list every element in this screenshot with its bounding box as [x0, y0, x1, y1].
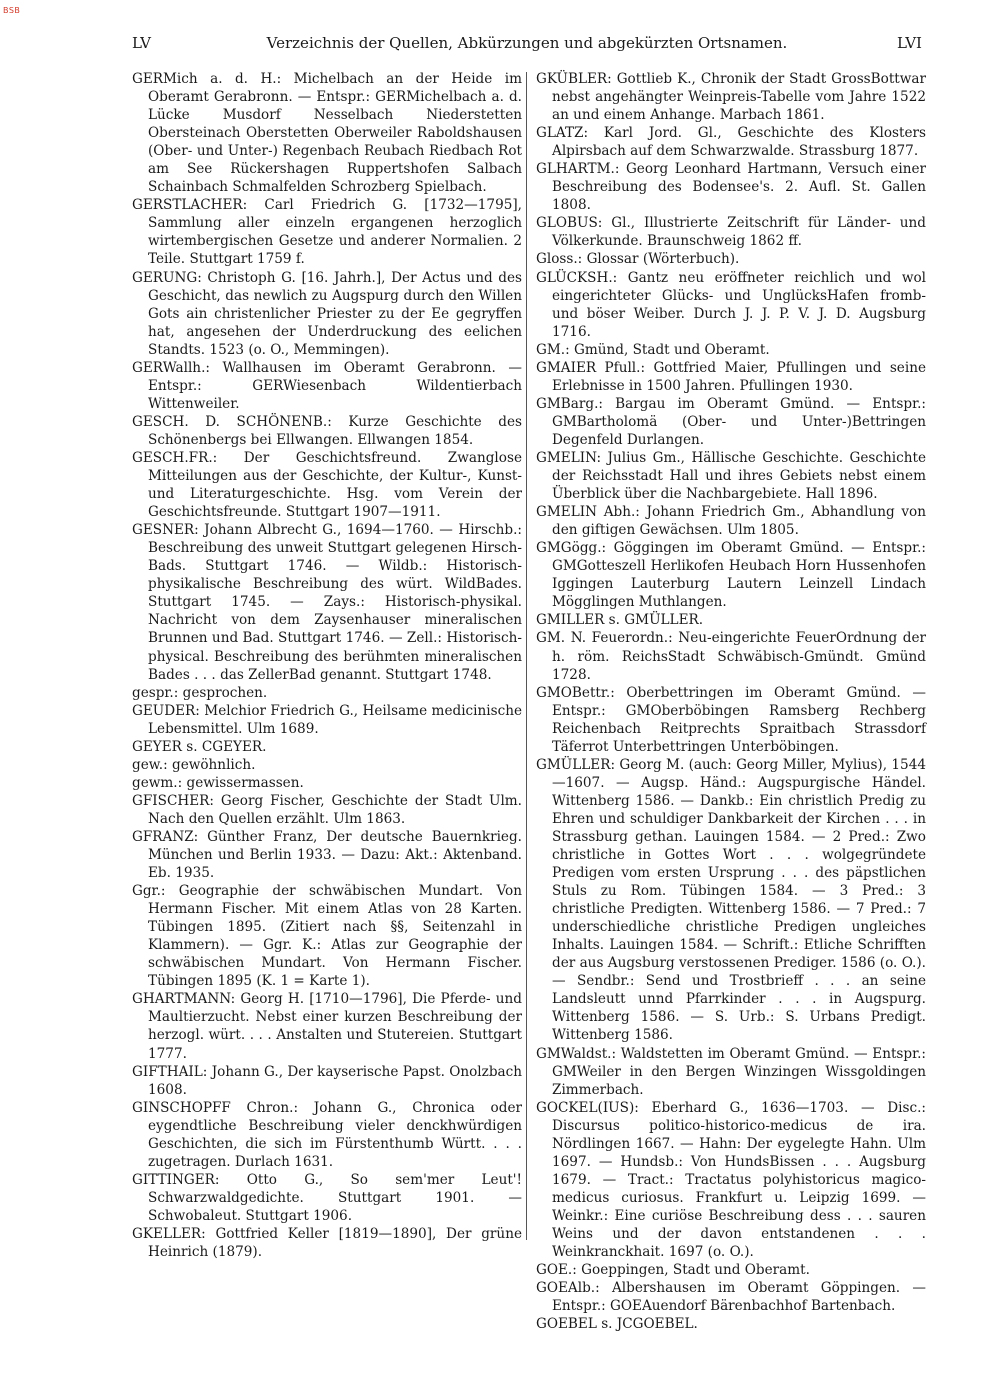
list-item: GESNER: Johann Albrecht G., 1694—1760. — Hirschb.: Beschreibung des unweit Stuttgart gelegenen Hirsch-Bads. Stuttgart 1746. — Wildb.: Historisch-physikalische Beschreibung des würt. WildBades. Stuttgart 1745. — Zays.: Historisch-physikal. Nachricht von dem Zaysenhauser mineralischen Brunnen und Bad. Stuttgart 1746. — Zell.: Historisch-physical. Beschreibung des berühmten mineralischen Bades . . . das ZellerBad genannt. Stuttgart 1748.	[132, 522, 522, 683]
list-item: GMELIN Abh.: Johann Friedrich Gm., Abhandlung von den giftigen Gewächsen. Ulm 1805.	[536, 504, 926, 539]
list-item: GLÜCKSH.: Gantz neu eröffneter reichlich und wol eingerichteter Glücks- und UnglücksHafen fromb- und böser Weiber. Durch J. J. P. V. J. D. Augsburg 1716.	[536, 269, 926, 340]
list-item: Gloss.: Glossar (Wörterbuch).	[536, 251, 740, 268]
list-item: GEYER s. CGEYER.	[132, 738, 267, 755]
list-item: GMWaldst.: Waldstetten im Oberamt Gmünd. — Entspr.: GMWeiler in den Bergen Winzingen Wissgoldingen Zimmerbach.	[536, 1045, 926, 1098]
list-item: GMILLER s. GMÜLLER.	[536, 612, 704, 629]
left-column	[132, 70, 522, 1261]
page-title: Verzeichnis der Quellen, Abkürzungen und abgekürzten Ortsnamen.	[266, 34, 788, 52]
list-item: GMÜLLER: Georg M. (auch: Georg Miller, Mylius), 1544—1607. — Augsp. Händ.: Augspurgische Händel. Wittenberg 1586. — Dankb.: Ein christlich Predig zu Ehren und schuldiger Dankbarkeit der Kirchen . . . in Strassburg gethan. Lauingen 1584. — 2 Pred.: Zwo christliche in Gottes Wort . . . wolgegründete Predigen vom ersten Ursprung . . . des päpstlichen Stuls zu Rom. Tübingen 1584. — 3 Pred.: 3 christliche Predigten. Wittenberg 1586. — 7 Pred.: 7 underschiedliche christliche Predigen ungleiches Inhalts. Lauingen 1584. — Schrift.: Etliche Schrifften der aus Augsburg verstossenen Prediger. 1586 (o. O.). — Sendbr.: Send und Trostbrieff . . . an seine Landsleutt unnd Pfarrkinder . . . in Augspurg. Wittenberg 1586. — S. Urb.: S. Urbans Predigt. Wittenberg 1586.	[536, 756, 926, 1044]
list-item: GERUNG: Christoph G. [16. Jahrh.], Der Actus und des Geschicht, das newlich zu Augspurg durch den Willen Gots ain christenlicher Priester zu der Ee gegryffen hat, angesehen der Underdruckung des eelichen Standts. 1523 (o. O., Memmingen).	[132, 269, 522, 358]
page-header	[132, 34, 922, 56]
list-item: gespr.: gesprochen.	[132, 684, 268, 701]
library-stamp: BSB	[3, 6, 21, 15]
list-item: GESCH. D. SCHÖNENB.: Kurze Geschichte des Schönenbergs bei Ellwangen. Ellwangen 1854.	[132, 413, 522, 448]
list-item: GOE.: Goeppingen, Stadt und Oberamt.	[536, 1262, 810, 1279]
list-item: GLHARTM.: Georg Leonhard Hartmann, Versuch einer Beschreibung des Bodensee's. 2. Aufl. St. Gallen 1808.	[536, 161, 926, 214]
list-item: GMELIN: Julius Gm., Hällische Geschichte. Geschichte der Reichsstadt Hall und ihres Gebiets nebst einem Überblick über die Nachbargebiete. Hall 1896.	[536, 449, 926, 503]
list-item: GM. N. Feuerordn.: Neu-eingerichte FeuerOrdnung der h. röm. ReichsStadt Schwäbisch-Gmündt. Gmünd 1728.	[536, 630, 926, 683]
list-item: GFRANZ: Günther Franz, Der deutsche Bauernkrieg. München und Berlin 1933. — Dazu: Akt.: Aktenband. Eb. 1935.	[132, 828, 522, 882]
list-item: GEUDER: Melchior Friedrich G., Heilsame medicinische Lebensmittel. Ulm 1689.	[132, 702, 522, 737]
left-page-number: LV	[132, 34, 152, 52]
list-item: gewm.: gewissermassen.	[132, 774, 304, 791]
list-item: GLATZ: Karl Jord. Gl., Geschichte des Klosters Alpirsbach auf dem Schwarzwalde. Strassburg 1877.	[536, 125, 926, 160]
list-item: GFISCHER: Georg Fischer, Geschichte der Stadt Ulm. Nach den Quellen erzählt. Ulm 1863.	[132, 792, 522, 827]
list-item: GMAIER Pfull.: Gottfried Maier, Pfullingen und seine Erlebnisse in 1500 Jahren. Pfullingen 1930.	[536, 359, 926, 394]
list-item: gew.: gewöhnlich.	[132, 756, 256, 773]
list-item: GMBarg.: Bargau im Oberamt Gmünd. — Entspr.: GMBartholomä (Ober- und Unter-)Bettringen Degenfeld Durlangen.	[536, 395, 926, 448]
list-item: GOCKEL(IUS): Eberhard G., 1636—1703. — Disc.: Discursus politico-historico-medicus de ira. Nördlingen 1667. — Hahn: Der eygelegte Hahn. Ulm 1697. — Hundsb.: Von HundsBissen . . . Augsburg 1679. — Tract.: Tractatus polyhistoricus magico-medicus curiosus. Frankfurt u. Leipzig 1699. — Weinkr.: Eine curiöse Beschreibung dess . . . sauren Weins und der davon entstandenen . . . Weinkranckhait. 1697 (o. O.).	[536, 1099, 926, 1261]
list-item: GMOBettr.: Oberbettringen im Oberamt Gmünd. — Entspr.: GMOberböbingen Ramsberg Rechberg Reichenbach Reitprechts Spraitbach Strassdorf Täferrot Unterbettringen Unterböbingen.	[536, 684, 926, 755]
list-item: GESCH.FR.: Der Geschichtsfreund. Zwanglose Mitteilungen aus der Geschichte, der Kultur-, Kunst- und Literaturgeschichte. Hsg. vom Verein der Geschichtsfreunde. Stuttgart 1907—1911.	[132, 449, 522, 521]
list-item: GIFTHAIL: Johann G., Der kayserische Papst. Onolzbach 1608.	[132, 1063, 522, 1098]
list-item: GLOBUS: Gl., Illustrierte Zeitschrift für Länder- und Völkerkunde. Braunschweig 1862 ff.	[536, 215, 926, 250]
column-divider	[526, 72, 527, 1240]
list-item: GOEBEL s. JCGOEBEL.	[536, 1316, 698, 1333]
list-item: GOEAlb.: Albershausen im Oberamt Göppingen. — Entspr.: GOEAuendorf Bärenbachhof Bartenbach.	[536, 1280, 926, 1315]
list-item: GINSCHOPFF Chron.: Johann G., Chronica oder eygendtliche Beschreibung vieler denckhwürdigen Geschichten, die sich im Fürstenthumb Württ. . . . zugetragen. Durlach 1631.	[132, 1099, 522, 1170]
list-item: Ggr.: Geographie der schwäbischen Mundart. Von Hermann Fischer. Mit einem Atlas von 28 Karten. Tübingen 1895. (Zitiert nach §§, Seitenzahl in Klammern). — Ggr. K.: Atlas zur Geographie der schwäbischen Mundart. Von Hermann Fischer. Tübingen 1895 (K. 1 = Karte 1).	[132, 883, 522, 990]
list-item: GKELLER: Gottfried Keller [1819—1890], Der grüne Heinrich (1879).	[132, 1226, 522, 1261]
list-item: GM.: Gmünd, Stadt und Oberamt.	[536, 341, 770, 358]
list-item: GERSTLACHER: Carl Friedrich G. [1732—1795], Sammlung aller einzeln ergangenen herzoglich wirtembergischen Gesetze und anderer Normalien. 2 Teile. Stuttgart 1759 f.	[132, 197, 522, 268]
list-item: GHARTMANN: Georg H. [1710—1796], Die Pferde- und Maultierzucht. Nebst einer kurzen Beschreibung der herzogl. würt. . . . Anstalten und Stutereien. Stuttgart 1777.	[132, 991, 522, 1062]
list-item: GERMich a. d. H.: Michelbach an der Heide im Oberamt Gerabronn. — Entspr.: GERMichelbach a. d. Lücke Musdorf Nesselbach Niederstetten Obersteinach Oberstetten Oberweiler Raboldshausen (Ober- und Unter-) Regenbach Reubach Riedbach Rot am See Rückershagen Ruppertshofen Salbach Schainbach Schmalfelden Schrozberg Spielbach.	[132, 71, 522, 196]
list-item: GMGögg.: Göggingen im Oberamt Gmünd. — Entspr.: GMGotteszell Herlikofen Heubach Horn Hussenhofen Iggingen Lauterburg Lautern Leinzell Lindach Mögglingen Muthlangen.	[536, 540, 926, 611]
list-item: GITTINGER: Otto G., So sem'mer Leut'! Schwarzwaldgedichte. Stuttgart 1901. — Schwobaleut. Stuttgart 1906.	[132, 1171, 522, 1224]
right-page-number: LVI	[897, 34, 922, 52]
list-item: GKÜBLER: Gottlieb K., Chronik der Stadt GrossBottwar nebst angehängter Weinpreis-Tabelle vom Jahre 1522 an und einem Anhange. Marbach 1861.	[536, 71, 926, 124]
right-column	[536, 70, 926, 1333]
list-item: GERWallh.: Wallhausen im Oberamt Gerabronn. — Entspr.: GERWiesenbach Wildentierbach Wittenweiler.	[132, 359, 522, 412]
